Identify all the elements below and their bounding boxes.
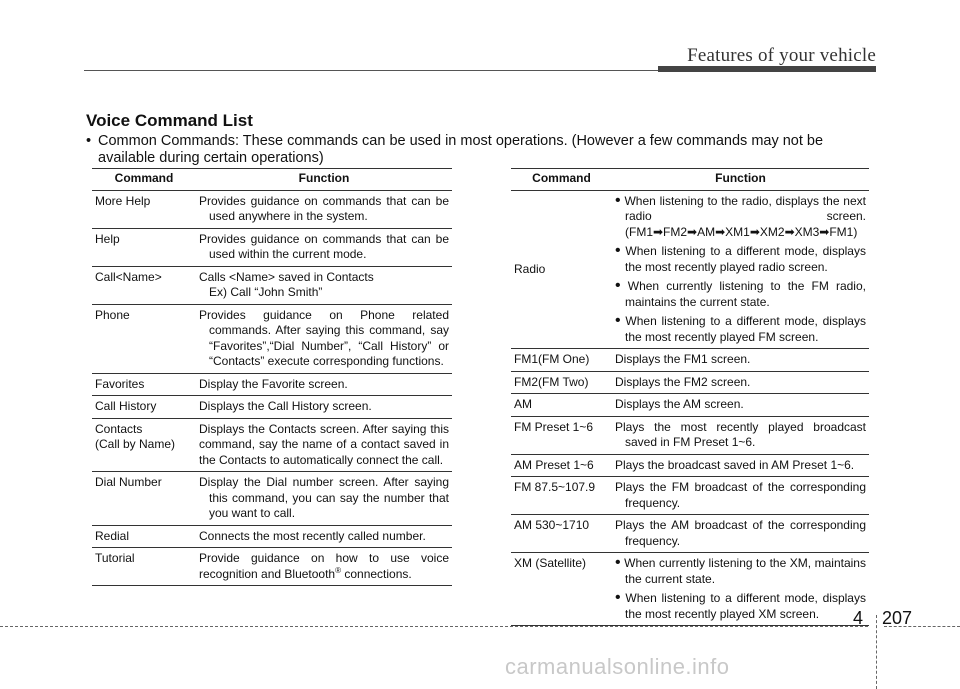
function-cell: Plays the AM broadcast of the corresponding frequency.	[612, 515, 869, 553]
list-item: • When listening to a different mode, displays the most recently played radio screen.	[615, 242, 866, 274]
chapter-number: 4	[853, 608, 864, 628]
command-cell: Redial	[92, 525, 196, 548]
table-row	[511, 190, 869, 349]
function-cell: Provides guidance on Phone related commands. After saying this command, say “Favorites”,“Dial Number”, “Call History” or “Contacts” execute corresponding functions.	[196, 304, 452, 373]
table-row	[511, 371, 869, 394]
intro-line-2: available during certain operations)	[98, 150, 324, 166]
list-item: • When currently listening to the XM, maintains the current state.	[615, 554, 866, 586]
command-cell: Call History	[92, 396, 196, 419]
table-row	[92, 472, 452, 526]
table-row	[511, 515, 869, 553]
table-row	[92, 190, 452, 228]
function-cell: Provides guidance on commands that can be used anywhere in the system.	[196, 190, 452, 228]
page-number: 207	[882, 608, 913, 628]
footer-rule	[0, 626, 868, 627]
bullet-icon: •	[86, 133, 92, 149]
list-item: • When listening to a different mode, displays the most recently played FM screen.	[615, 312, 866, 344]
function-cell: Displays the FM2 screen.	[612, 371, 869, 394]
function-cell: Provides guidance on commands that can be used within the current mode.	[196, 228, 452, 266]
table-row	[92, 373, 452, 396]
command-cell: FM Preset 1~6	[511, 416, 612, 454]
table-header-row	[92, 169, 452, 191]
command-cell: Help	[92, 228, 196, 266]
command-cell: AM 530~1710	[511, 515, 612, 553]
command-cell: AM	[511, 394, 612, 417]
list-item: • When listening to the radio, displays the next radio screen. (FM1➡FM2➡AM➡XM1➡XM2➡XM3➡FM1)	[615, 191, 866, 239]
table-row	[92, 304, 452, 373]
column-header-function: Function	[612, 169, 869, 191]
table-row	[92, 266, 452, 304]
intro-line-1: Common Commands: These commands can be used in most operations. (However a few commands may not be	[98, 133, 824, 149]
command-cell: FM 87.5~107.9	[511, 477, 612, 515]
command-cell: FM1(FM One)	[511, 349, 612, 372]
function-cell: Display the Favorite screen.	[196, 373, 452, 396]
column-header-command: Command	[92, 169, 196, 191]
column-header-command: Command	[511, 169, 612, 191]
table-row	[511, 477, 869, 515]
function-cell: Calls <Name> saved in Contacts Ex) Call “John Smith”	[196, 266, 452, 304]
function-cell: Plays the broadcast saved in AM Preset 1~6.	[612, 454, 869, 477]
table-row	[511, 394, 869, 417]
function-cell: Displays the AM screen.	[612, 394, 869, 417]
right-command-table	[511, 168, 869, 626]
function-cell: Provide guidance on how to use voice recognition and Bluetooth® connections.	[196, 548, 452, 586]
command-cell: Radio	[511, 190, 612, 349]
table-row	[511, 349, 869, 372]
function-cell: Plays the most recently played broadcast saved in FM Preset 1~6.	[612, 416, 869, 454]
function-cell: Plays the FM broadcast of the corresponding frequency.	[612, 477, 869, 515]
table-row	[92, 418, 452, 472]
function-cell: Connects the most recently called number.	[196, 525, 452, 548]
list-item: • When currently listening to the FM radio, maintains the current state.	[615, 277, 866, 309]
table-row	[92, 396, 452, 419]
section-title: Voice Command List	[86, 111, 253, 130]
table-row	[511, 553, 869, 626]
command-cell: XM (Satellite)	[511, 553, 612, 626]
table-row	[92, 525, 452, 548]
table-row	[511, 454, 869, 477]
command-cell: More Help	[92, 190, 196, 228]
function-cell: Displays the FM1 screen.	[612, 349, 869, 372]
table-row	[92, 228, 452, 266]
function-cell	[612, 190, 869, 349]
function-cell: Displays the Call History screen.	[196, 396, 452, 419]
command-cell: FM2(FM Two)	[511, 371, 612, 394]
command-cell: Contacts (Call by Name)	[92, 418, 196, 472]
command-cell: Dial Number	[92, 472, 196, 526]
function-cell	[612, 553, 869, 626]
watermark: carmanualsonline.info	[505, 654, 730, 679]
function-cell: Displays the Contacts screen. After saying this command, say the name of a contact saved in the Contacts to automatically connect the call.	[196, 418, 452, 472]
header-rule-accent	[658, 66, 876, 72]
command-cell: AM Preset 1~6	[511, 454, 612, 477]
table-header-row	[511, 169, 869, 191]
command-cell: Tutorial	[92, 548, 196, 586]
column-header-function: Function	[196, 169, 452, 191]
footer-divider	[876, 615, 877, 689]
intro-paragraph	[86, 133, 880, 167]
table-row	[92, 548, 452, 586]
function-cell: Display the Dial number screen. After saying this command, you can say the number that you want to call.	[196, 472, 452, 526]
command-cell: Call<Name>	[92, 266, 196, 304]
command-cell: Phone	[92, 304, 196, 373]
header-title: Features of your vehicle	[687, 45, 876, 66]
left-command-table	[92, 168, 452, 586]
list-item: • When listening to a different mode, displays the most recently played XM screen.	[615, 589, 866, 621]
table-row	[511, 416, 869, 454]
command-cell: Favorites	[92, 373, 196, 396]
